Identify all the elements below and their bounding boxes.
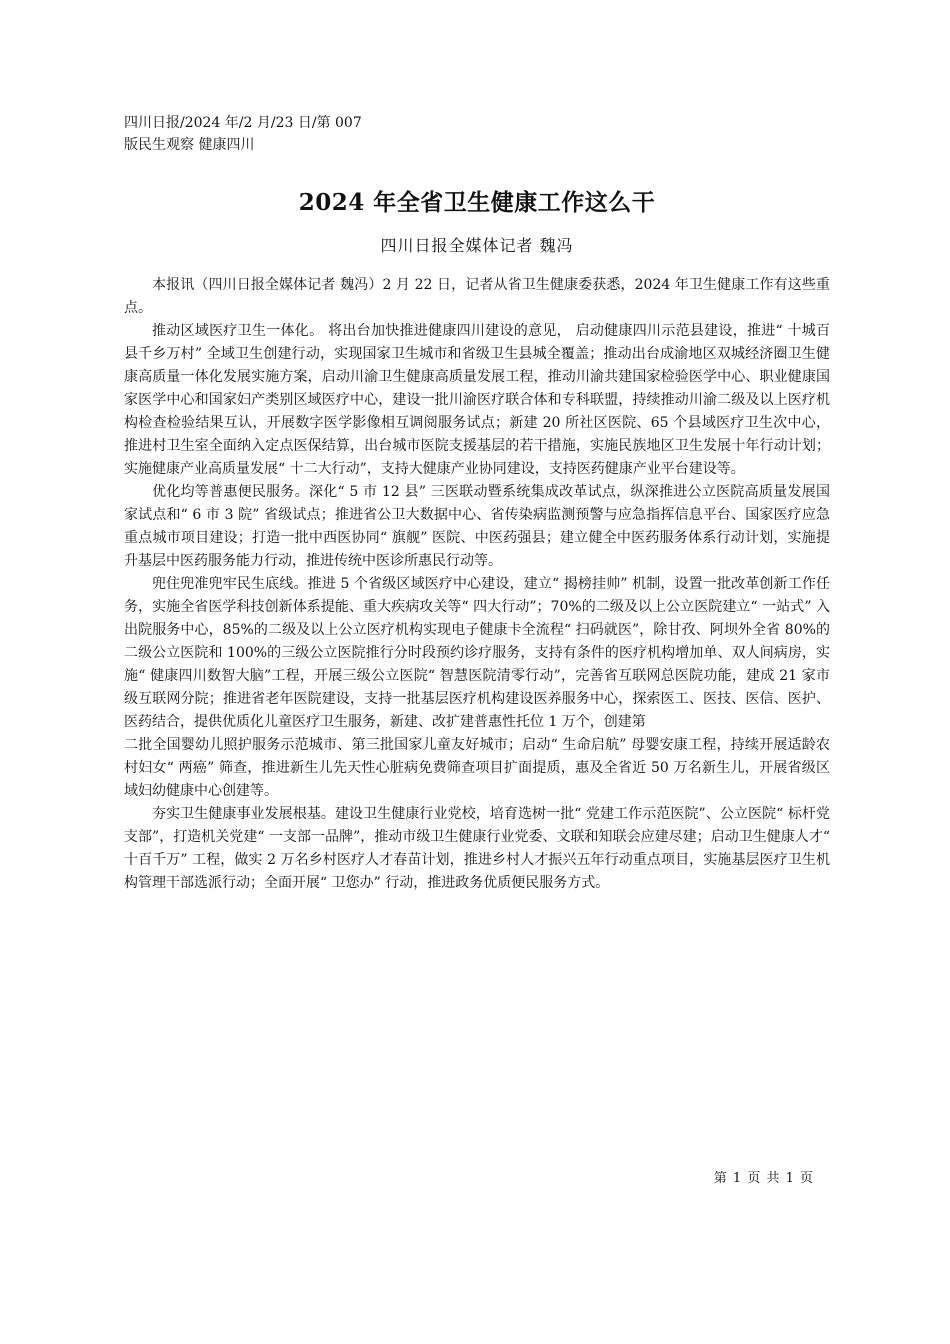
paragraph-regional-integration: 推动区域医疗卫生一体化。 将出台加快推进健康四川建设的意见， 启动健康四川示范县建设，推进“ 十城百县千乡万村” 全域卫生创建行动，实现国家卫生城市和省级卫生县城全覆盖；推动出台成渝地区双城经济圈卫生健康高质量一体化发展实施方案，启动川渝卫生健康高质量发展工程，推动川渝共建国家检验医学中心、职业健康国家医学中心和国家妇产类别区域医疗中心，建设一批川渝医疗联合体和专科联盟，持续推动川渝二级及以上医疗机构检查检验结果互认，开展数字医学影像相互调阅服务试点；新建 20 所社区医院、65 个县域医疗卫生次中心，推进村卫生室全面纳入定点医保结算，出台城市医院支援基层的若干措施，实施民族地区卫生发展十年行动计划；实施健康产业高质量发展“ 十二大行动”，支持大健康产业协同建设，支持医药健康产业平台建设等。	[124, 323, 830, 477]
paragraph-livelihood-continued: 二批全国婴幼儿照护服务示范城市、第三批国家儿童友好城市；启动“ 生命启航” 母婴安康工程，持续开展适龄农村妇女“ 两癌” 筛查，推进新生儿先天性心脏病免费筛查项目扩面提质，惠及全省近 50 万名新生儿，开展省级区域妇幼健康中心创建等。	[124, 737, 830, 799]
document-page	[124, 112, 830, 895]
source-line-2: 版民生观察 健康四川	[124, 137, 255, 153]
paragraph-inclusive-services: 优化均等普惠便民服务。深化“ 5 市 12 县” 三医联动暨系统集成改革试点，纵深推进公立医院高质量发展国家试点和“ 6 市 3 院” 省级试点；推进省公卫大数据中心、省传染病监测预警与应急指挥信息平台、国家医疗应急重点城市项目建设；打造一批中西医协同“ 旗舰” 医院、中医药强县；建立健全中医药服务体系行动计划，实施提升基层中医药服务能力行动，推进传统中医诊所惠民行动等。	[124, 484, 830, 569]
paragraph-development-foundation: 夯实卫生健康事业发展根基。建设卫生健康行业党校，培育选树一批“ 党建工作示范医院”、公立医院“ 标杆党支部”，打造机关党建“ 一支部一品牌”，推动市级卫生健康行业党委、文联和知联会应建尽建；启动卫生健康人才“ 十百千万” 工程，做实 2 万名乡村医疗人才春苗计划，推进乡村人才振兴五年行动重点项目，实施基层医疗卫生机构管理干部选派行动；全面开展“ 卫您办” 行动，推进政务优质便民服务方式。	[124, 806, 830, 891]
page-number-footer: 第 1 页 共 1 页	[713, 1171, 814, 1186]
article-body	[124, 274, 830, 895]
article-title: 2024 年全省卫生健康工作这么干	[298, 189, 656, 216]
source-line-1: 四川日报/2024 年/2 月/23 日/第 007	[124, 115, 362, 131]
paragraph-intro: 本报讯（四川日报全媒体记者 魏冯）2 月 22 日，记者从省卫生健康委获悉，2024 年卫生健康工作有这些重点。	[124, 277, 830, 316]
article-byline: 四川日报全媒体记者 魏冯	[380, 236, 574, 255]
paragraph-livelihood-bottom-line: 兜住兜准兜牢民生底线。推进 5 个省级区域医疗中心建设，建立“ 揭榜挂帅” 机制，设置一批改革创新工作任务，实施全省医学科技创新体系提能、重大疾病攻关等“ 四大行动”；70%的二级及以上公立医院建立“ 一站式” 入出院服务中心，85%的二级及以上公立医疗机构实现电子健康卡全流程“ 扫码就医”，除甘孜、阿坝外全省 80%的二级公立医院和 100%的三级公立医院推行分时段预约诊疗服务，支持有条件的医疗机构增加单、双人间病房，实施“ 健康四川数智大脑”工程，开展三级公立医院“ 智慧医院清零行动”，完善省互联网总医院功能，建成 21 家市级互联网分院；推进省老年医院建设，支持一批基层医疗机构建设医养服务中心，探索医工、医技、医信、医护、医药结合，提供优质化儿童医疗卫生服务，新建、改扩建普惠性托位 1 万个，创建第	[124, 576, 830, 730]
